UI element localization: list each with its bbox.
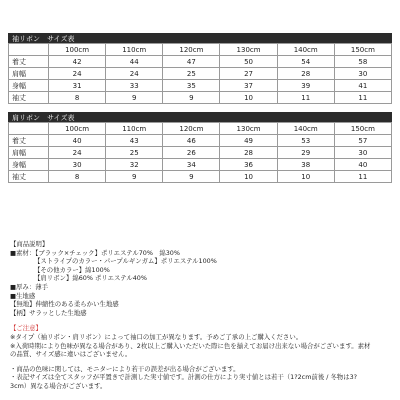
sleeve-ribbon-size-table <box>8 33 392 104</box>
table-cell: 8 <box>49 92 106 104</box>
table-cell: 33 <box>106 80 163 92</box>
table-cell: 9 <box>106 92 163 104</box>
size-header: 100cm <box>49 44 106 56</box>
size-header: 120cm <box>163 44 220 56</box>
table-row <box>9 80 392 92</box>
table-cell: 50 <box>220 56 277 68</box>
material-row <box>10 249 390 258</box>
product-description <box>10 240 390 391</box>
table-title: 肩リボン サイズ表 <box>8 112 392 122</box>
table-cell: 36 <box>220 159 277 171</box>
thickness-text: ■厚み：薄手 <box>10 282 48 291</box>
table-cell: 10 <box>220 171 277 183</box>
table-cell: 24 <box>49 147 106 159</box>
row-label: 着丈 <box>9 135 49 147</box>
table-row <box>9 159 392 171</box>
row-label: 着丈 <box>9 56 49 68</box>
table-cell: 53 <box>277 135 334 147</box>
material-line: 【肩リボン】綿60% ポリエステル40% <box>34 274 147 283</box>
table-cell: 30 <box>334 68 391 80</box>
notice-line: ※入荷時期により色味が異なる場合があり、2枚以上ご購入いただいた際に色を揃えてお届け出来ない場合がございます。素材 <box>10 341 371 350</box>
material-label: ■素材： <box>10 248 36 257</box>
table-cell: 38 <box>277 159 334 171</box>
corner-cell <box>9 44 49 56</box>
size-header: 140cm <box>277 44 334 56</box>
table-cell: 24 <box>49 68 106 80</box>
table-cell: 54 <box>277 56 334 68</box>
table-cell: 58 <box>334 56 391 68</box>
table-header-row <box>9 123 392 135</box>
table-row <box>9 68 392 80</box>
fabric-pattern: 【柄】サラッとした生地感 <box>10 308 87 317</box>
table-cell: 30 <box>334 147 391 159</box>
table-cell: 26 <box>163 147 220 159</box>
table-cell: 41 <box>334 80 391 92</box>
size-header: 140cm <box>277 123 334 135</box>
table-cell: 40 <box>334 159 391 171</box>
corner-cell <box>9 123 49 135</box>
table-cell: 9 <box>106 171 163 183</box>
notice-title: 【ご注意】 <box>10 324 42 333</box>
table-cell: 49 <box>220 135 277 147</box>
table-cell: 42 <box>49 56 106 68</box>
table-cell: 24 <box>106 68 163 80</box>
table-row <box>9 92 392 104</box>
row-label: 袖丈 <box>9 92 49 104</box>
table-cell: 11 <box>277 92 334 104</box>
fabric-heading: ■生地感 <box>10 291 36 300</box>
row-label: 肩幅 <box>9 147 49 159</box>
table-cell: 32 <box>106 159 163 171</box>
row-label: 身幅 <box>9 159 49 171</box>
table-cell: 31 <box>49 80 106 92</box>
row-label: 袖丈 <box>9 171 49 183</box>
row-label: 身幅 <box>9 80 49 92</box>
notice-line: ・商品の色味に関しては、モニターにより若干の誤差が出る場合がございます。 <box>10 364 240 373</box>
table-cell: 37 <box>220 80 277 92</box>
table-row <box>9 135 392 147</box>
notice-line: 3cm）異なる場合がございます。 <box>10 381 107 390</box>
size-table <box>8 122 392 183</box>
size-header: 100cm <box>49 123 106 135</box>
size-header: 120cm <box>163 123 220 135</box>
table-cell: 43 <box>106 135 163 147</box>
table-cell: 39 <box>277 80 334 92</box>
material-line: 【ブラック×チェック】ポリエステル70% 綿30% <box>35 248 180 257</box>
material-line: 【その他カラー】綿100% <box>34 265 110 274</box>
table-cell: 35 <box>163 80 220 92</box>
table-cell: 30 <box>49 159 106 171</box>
size-header: 110cm <box>106 44 163 56</box>
notice-line: ・表記サイズは全てスタッフが平置きで計測した実寸値です。計測の仕方により実寸値とは若干（1?2cm前後 / 冬物は3? <box>10 373 358 382</box>
table-cell: 46 <box>163 135 220 147</box>
table-cell: 10 <box>220 92 277 104</box>
table-cell: 10 <box>277 171 334 183</box>
size-header: 130cm <box>220 123 277 135</box>
fabric-plain: 【無地】伸縮性のある柔らかい生地感 <box>10 300 119 309</box>
table-cell: 25 <box>163 68 220 80</box>
table-cell: 44 <box>106 56 163 68</box>
table-cell: 28 <box>220 147 277 159</box>
notice-line: ※タイプ（袖リボン・肩リボン）によって袖口の加工が異なります。予めご了承の上ご購入ください。 <box>10 332 303 341</box>
size-header: 130cm <box>220 44 277 56</box>
notice-section <box>10 324 390 390</box>
table-row <box>9 56 392 68</box>
table-title: 袖リボン サイズ表 <box>8 33 392 43</box>
size-header: 110cm <box>106 123 163 135</box>
size-table <box>8 43 392 104</box>
table-row <box>9 147 392 159</box>
table-cell: 9 <box>163 171 220 183</box>
table-cell: 34 <box>163 159 220 171</box>
table-cell: 9 <box>163 92 220 104</box>
table-cell: 29 <box>277 147 334 159</box>
table-cell: 25 <box>106 147 163 159</box>
material-line: 【ストライプのカラー・パープルギンガム】ポリエステル100% <box>34 257 217 266</box>
table-cell: 28 <box>277 68 334 80</box>
table-cell: 11 <box>334 171 391 183</box>
shoulder-ribbon-size-table <box>8 112 392 183</box>
size-header: 150cm <box>334 44 391 56</box>
table-cell: 47 <box>163 56 220 68</box>
size-header: 150cm <box>334 123 391 135</box>
table-row <box>9 171 392 183</box>
table-cell: 57 <box>334 135 391 147</box>
description-heading: 【商品説明】 <box>10 240 49 248</box>
notice-line: の品質、サイズ感に違いはございません。 <box>10 350 132 359</box>
table-cell: 8 <box>49 171 106 183</box>
table-header-row <box>9 44 392 56</box>
table-cell: 27 <box>220 68 277 80</box>
table-cell: 11 <box>334 92 391 104</box>
table-cell: 40 <box>49 135 106 147</box>
row-label: 肩幅 <box>9 68 49 80</box>
